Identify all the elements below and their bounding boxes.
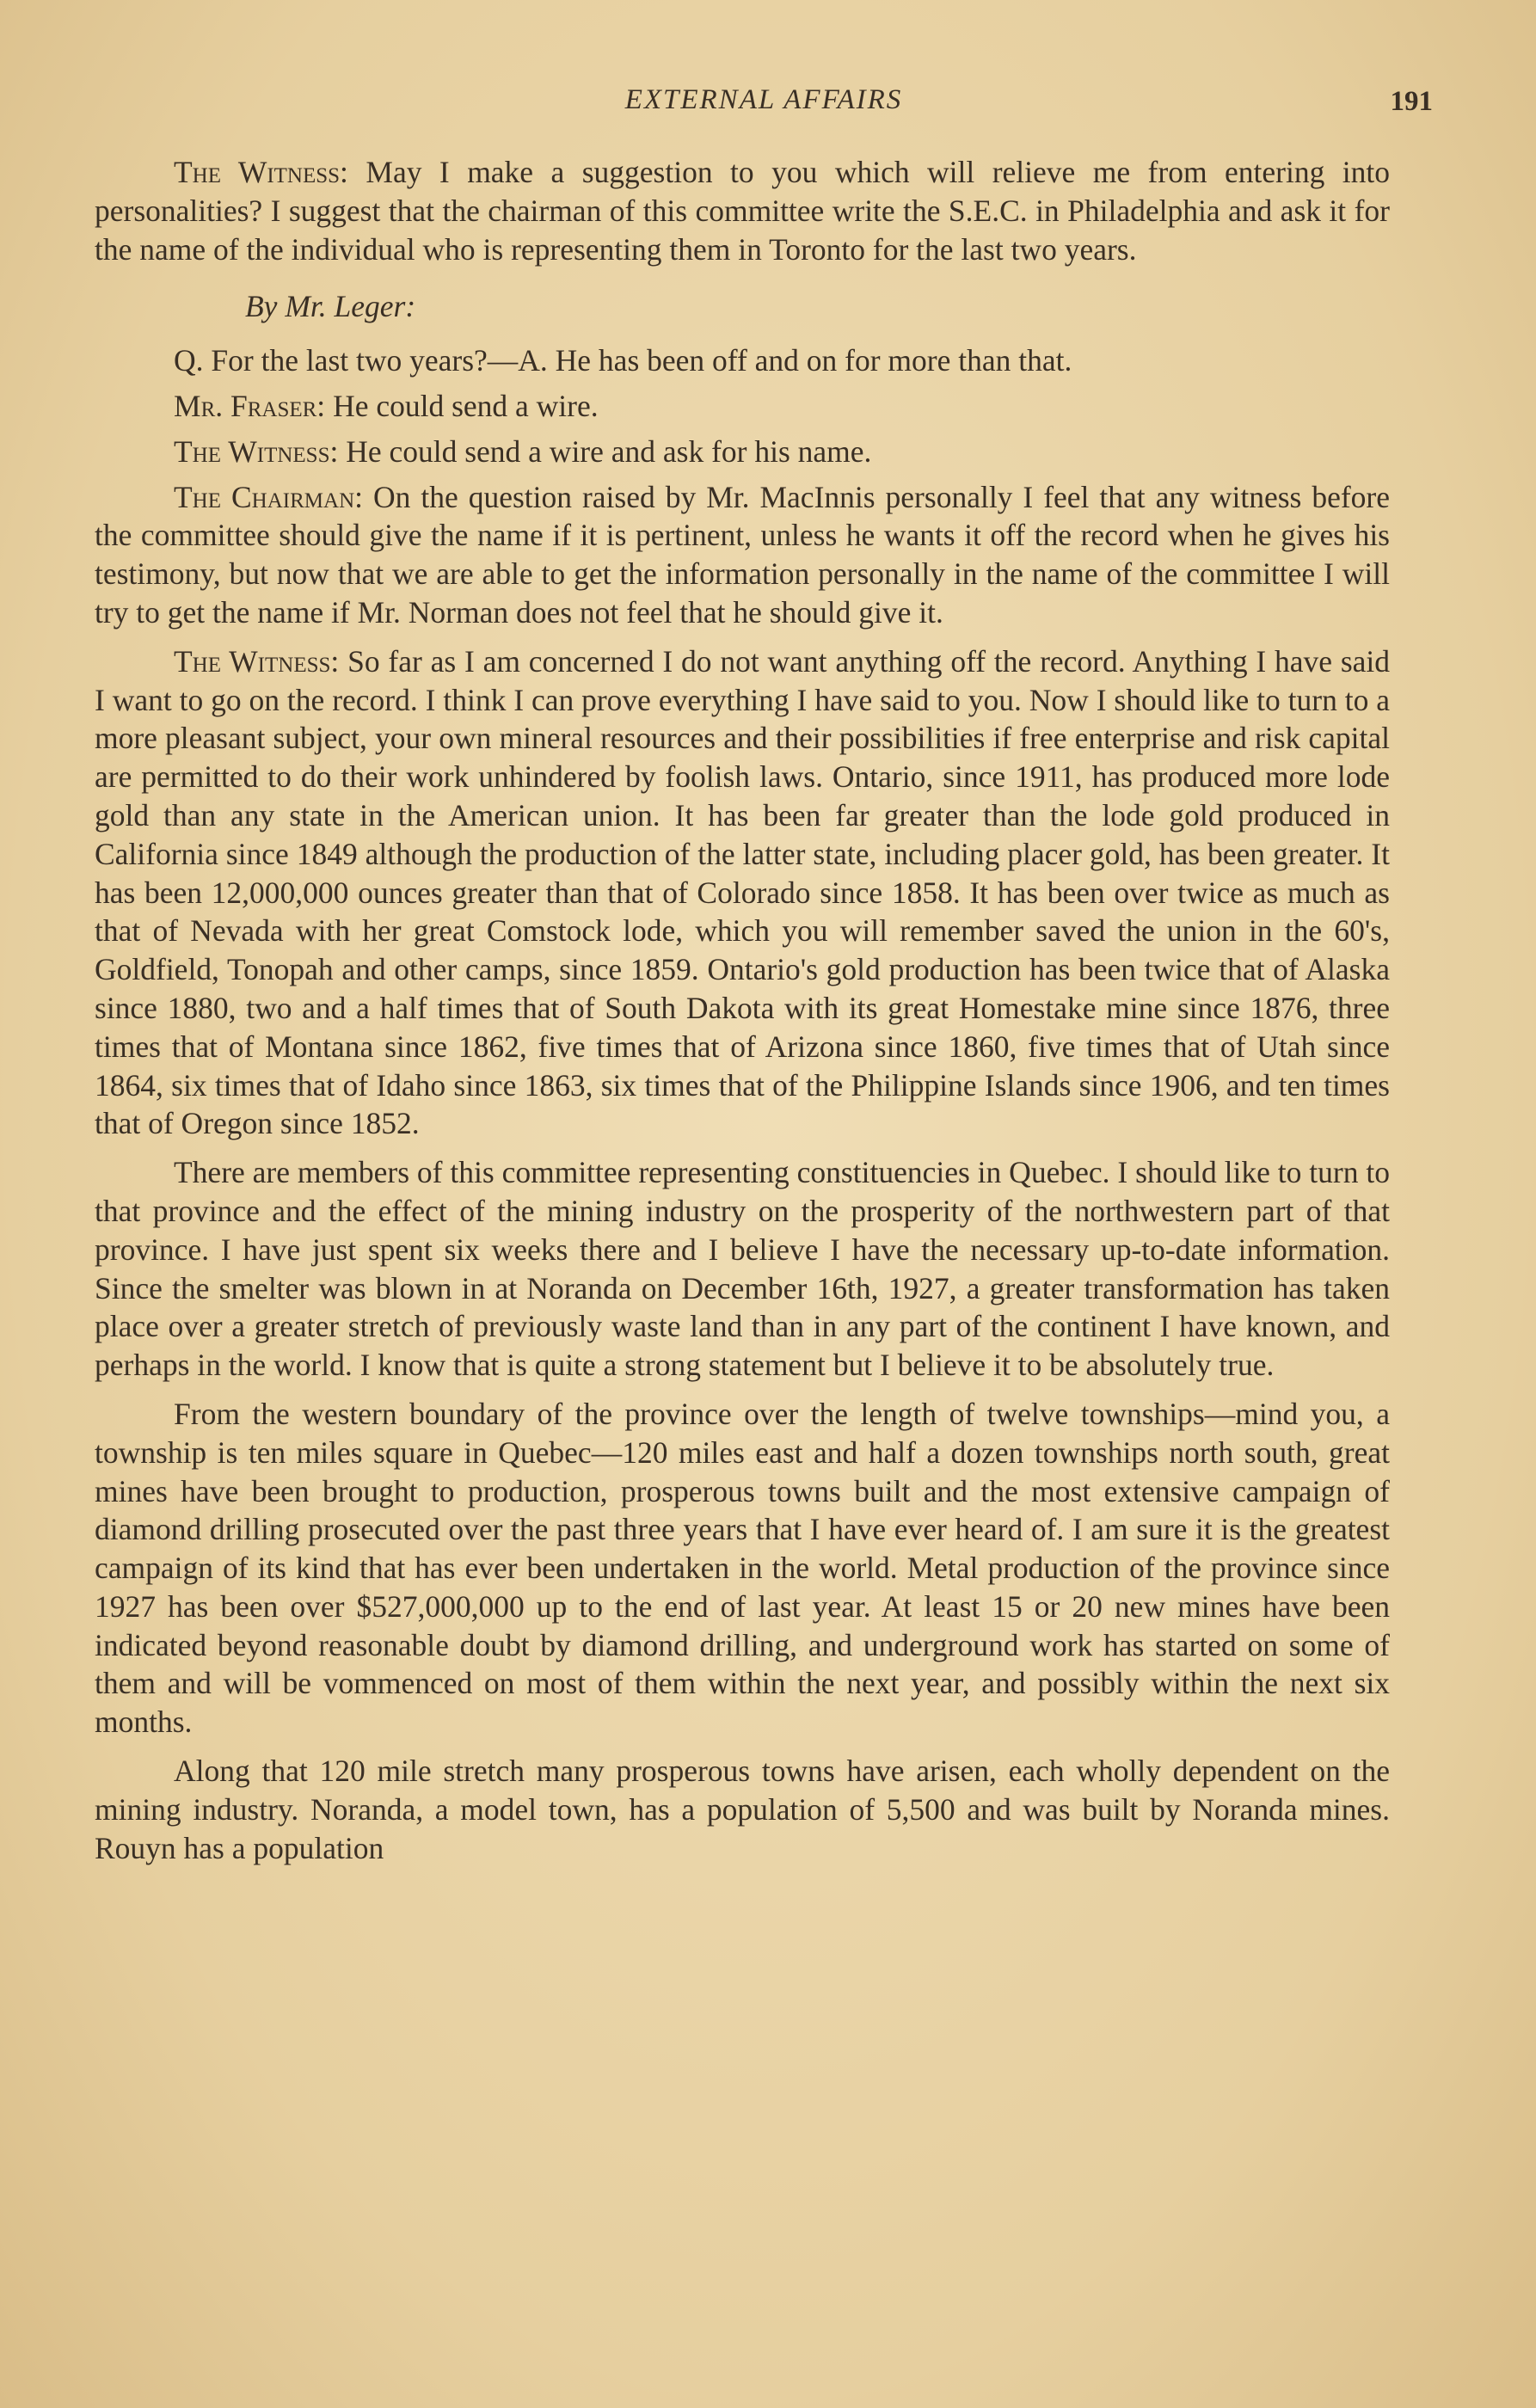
question-answer: Q. For the last two years?—A. He has been off and on for more than that. — [174, 343, 1072, 378]
paragraph-text: May I make a suggestion to you which will relieve me from entering into personalities? I suggest that the chairman of this committee write the S.E.C. in Philadelphia and ask it for the name of the individual who is representing them in Toronto for the last two years. — [95, 155, 1391, 267]
paragraph-text: On the question raised by Mr. MacInnis personally I feel that any witness before the committee should give the name if it is pertinent, unless he wants it off the record when he gives his testimony, but now that we are able to get the information personally in the name of the committee I will try to get the name if Mr. Norman does not feel that he should give it. — [95, 479, 1390, 630]
paragraph-text: He could send a wire. — [333, 388, 599, 423]
speaker-label: The Witness: — [174, 643, 340, 679]
paragraph-quebec: There are members of this committee representing constituencies in Quebec. I should like to turn to that province and the effect of the mining industry on the prosperity of the northwestern part of that province. I have just spent six weeks there and I believe I have the necessary up-to-date information. Since the smelter was blown in at Noranda on December 16th, 1927, a greater transformation has taken place over a greater stretch of previously waste land than in any part of the continent I have known, and perhaps in the world. I know that is quite a strong statement but I believe it to be absolutely true. — [95, 1155, 1390, 1383]
examiner-subheading: By Mr. Leger: — [245, 289, 416, 324]
paragraph-text: He could send a wire and ask for his name. — [346, 433, 872, 469]
speaker-label: The Chairman: — [174, 479, 363, 514]
paragraph-witness-ontario-gold — [95, 642, 1390, 1143]
paragraph-chairman — [95, 478, 1390, 632]
paragraph-noranda: Along that 120 mile stretch many prosperous towns have arisen, each wholly dependent on the mining industry. Noranda, a model town, has a population of 5,500 and was built by Noranda mines. Rouyn has a population — [95, 1754, 1390, 1865]
paragraph-fraser — [95, 387, 1390, 426]
paragraph-text: So far as I am concerned I do not want anything off the record. Anything I have said I want to go on the record. I think I can prove everything I have said to you. Now I should like to turn to a more pleasant subject, your own mineral resources and their possibilities if free enterprise and risk capital are permitted to do their work unhindered by foolish laws. Ontario, since 1911, has produced more lode gold than any state in the American union. It has been far greater than the lode gold produced in California since 1849 although the production of the latter state, including placer gold, has been greater. It has been 12,000,000 ounces greater than that of Colorado since 1858. It has been over twice as much as that of Nevada with her great Comstock lode, which you will remember saved the union in the 60's, Goldfield, Tonopah and other camps, since 1859. Ontario's gold production has been twice that of Alaska since 1880, two and a half times that of South Dakota with its great Homestake mine since 1876, three times that of Montana since 1862, five times that of Arizona since 1860, five times that of Utah since 1864, six times that of Idaho since 1863, six times that of the Philippine Islands since 1906, and ten times that of Oregon since 1852. — [95, 643, 1391, 1141]
paragraph-witness-suggestion — [95, 153, 1390, 268]
paragraph-townships: From the western boundary of the province over the length of twelve townships—mind you, a township is ten miles square in Quebec—120 miles east and half a dozen townships north south, great mines have been brought to production, prosperous towns built and the most extensive campaign of diamond drilling prosecuted over the past three years that I have ever heard of. I am sure it is the greatest campaign of its kind that has ever been undertaken in the world. Metal production of the province since 1927 has been over $527,000,000 up to the end of last year. At least 15 or 20 new mines have been indicated beyond reasonable doubt by diamond drilling, and underground work has started on some of them and will be vommenced on most of them within the next year, and possibly within the next six months. — [95, 1396, 1390, 1740]
speaker-label: Mr. Fraser: — [174, 388, 326, 423]
running-head: EXTERNAL AFFAIRS — [624, 84, 903, 115]
page-number: 191 — [1390, 86, 1433, 117]
speaker-label: The Witness: — [174, 433, 339, 469]
speaker-label: The Witness: — [174, 155, 348, 189]
paragraph-witness-wire — [95, 433, 1390, 471]
page-header — [95, 84, 1433, 136]
document-body — [95, 153, 1390, 1877]
